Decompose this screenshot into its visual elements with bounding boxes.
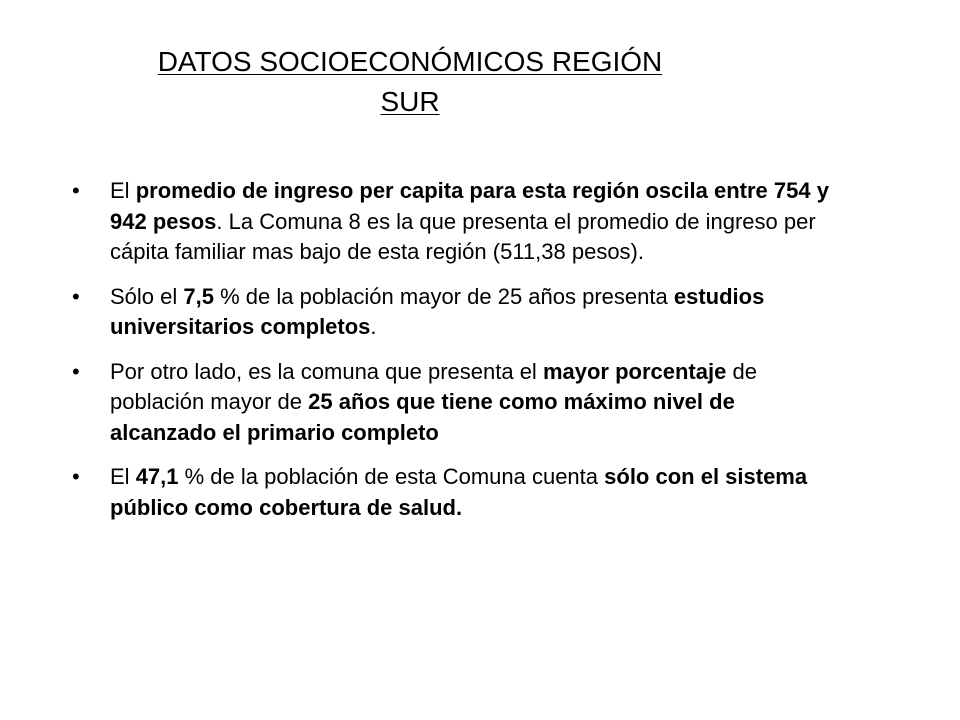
text-segment: de población mayor de	[110, 358, 757, 414]
bold-text-segment: promedio de ingreso per capita para esta región oscila entre 754 y 942 pesos	[110, 178, 829, 234]
title-line-2: SUR	[380, 86, 440, 117]
text-segment: El	[110, 464, 136, 489]
bullet-text	[110, 284, 764, 340]
bullet-text	[110, 464, 807, 520]
bold-text-segment: 25 años que tiene como máximo nivel de alcanzado el primario completo	[110, 389, 735, 445]
text-segment: . La Comuna 8 es la que presenta el promedio de ingreso per cápita familiar mas bajo de esta región (511,38 pesos).	[110, 208, 816, 264]
bullet-item	[72, 357, 832, 449]
bold-text-segment: sólo con el sistema público como cobertura de salud.	[110, 464, 808, 520]
bullet-dot-icon: •	[72, 283, 80, 309]
bullet-dot-icon: •	[72, 358, 80, 384]
text-segment: Por otro lado, es la comuna que presenta el	[110, 358, 543, 384]
bullet-dot-icon: •	[72, 464, 80, 489]
text-segment: Sólo el	[110, 283, 184, 309]
bullet-text	[110, 359, 757, 445]
text-segment: % de la población mayor de 25 años presenta	[213, 283, 674, 309]
bullet-list	[72, 176, 832, 537]
slide-title	[60, 42, 760, 122]
bold-text-segment: 7,5	[183, 283, 214, 309]
bullet-item	[72, 176, 832, 268]
title-line-1: DATOS SOCIOECONÓMICOS REGIÓN	[157, 46, 663, 77]
text-segment: El	[110, 178, 136, 203]
bullet-text	[110, 178, 829, 264]
bullet-item	[72, 462, 832, 523]
bold-text-segment: mayor porcentaje	[542, 358, 727, 384]
bold-text-segment: estudios universitarios completos	[110, 283, 765, 339]
text-segment: .	[370, 314, 377, 339]
bold-text-segment: 47,1	[135, 464, 179, 489]
bullet-dot-icon: •	[72, 178, 80, 203]
bullet-item	[72, 282, 832, 343]
text-segment: % de la población de esta Comuna cuenta	[178, 464, 605, 489]
